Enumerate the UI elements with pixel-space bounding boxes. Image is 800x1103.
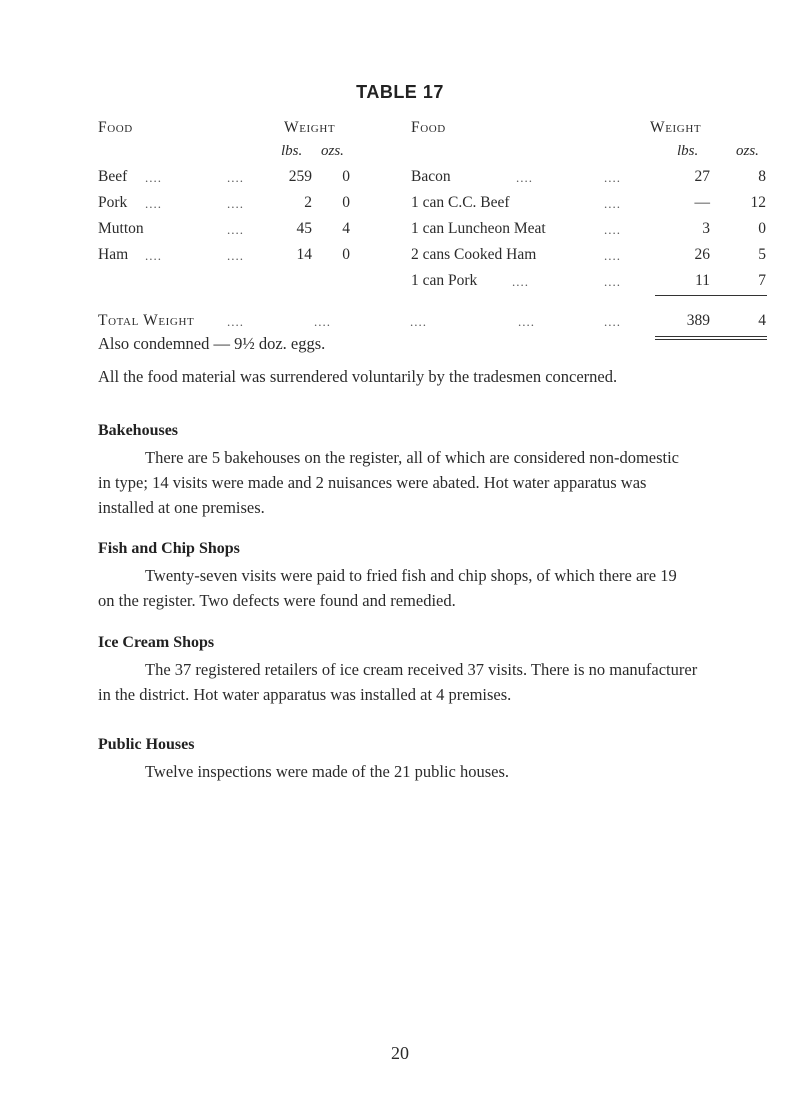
left-food: Pork bbox=[98, 194, 128, 211]
leader-dots: .... bbox=[227, 222, 244, 237]
condemned-note: Also condemned — 9½ doz. eggs. bbox=[98, 334, 326, 353]
header-food-left: Food bbox=[98, 119, 133, 136]
section-heading-fish-chip-shops: Fish and Chip Shops bbox=[98, 540, 240, 557]
right-ozs: 5 bbox=[758, 246, 766, 263]
left-food: Mutton bbox=[98, 220, 144, 237]
total-bottom-rule bbox=[655, 336, 767, 337]
section-heading-bakehouses: Bakehouses bbox=[98, 422, 179, 439]
right-food: 2 cans Cooked Ham bbox=[411, 246, 537, 263]
right-lbs: 11 bbox=[695, 272, 710, 289]
paragraph-line: The 37 registered retailers of ice cream received 37 visits. There is no manufacturer bbox=[145, 660, 698, 679]
left-ozs: 0 bbox=[342, 194, 350, 211]
left-food: Ham bbox=[98, 246, 129, 263]
leader-dots: .... bbox=[604, 248, 621, 263]
left-ozs: 4 bbox=[342, 220, 350, 237]
right-lbs: 3 bbox=[702, 220, 710, 237]
leader-dots: .... bbox=[227, 170, 244, 185]
total-ozs: 4 bbox=[758, 312, 766, 329]
leader-dots: .... bbox=[518, 314, 535, 329]
leader-dots: .... bbox=[145, 196, 162, 211]
right-lbs: 27 bbox=[694, 168, 710, 185]
paragraph-line: Twelve inspections were made of the 21 public houses. bbox=[145, 762, 510, 781]
header-weight-right: Weight bbox=[650, 119, 702, 136]
leader-dots: .... bbox=[516, 170, 533, 185]
leader-dots: .... bbox=[512, 274, 529, 289]
right-food: 1 can Luncheon Meat bbox=[411, 220, 546, 237]
section-heading-public-houses: Public Houses bbox=[98, 736, 195, 753]
total-lbs: 389 bbox=[686, 312, 710, 329]
right-food: 1 can C.C. Beef bbox=[411, 194, 510, 211]
right-food: Bacon bbox=[411, 168, 451, 185]
leader-dots: .... bbox=[604, 314, 621, 329]
leader-dots: .... bbox=[604, 196, 621, 211]
unit-ozs-left: ozs. bbox=[321, 143, 344, 159]
total-label: Total Weight bbox=[98, 312, 195, 329]
paragraph-line: Twenty-seven visits were paid to fried fish and chip shops, of which there are 19 bbox=[145, 566, 677, 585]
leader-dots: .... bbox=[604, 170, 621, 185]
header-food-right: Food bbox=[411, 119, 446, 136]
table-title: TABLE 17 bbox=[356, 82, 444, 102]
total-bottom-rule bbox=[655, 339, 767, 340]
paragraph-line: There are 5 bakehouses on the register, all of which are considered non-domestic bbox=[145, 448, 680, 467]
paragraph-line: on the register. Two defects were found and remedied. bbox=[98, 591, 456, 610]
right-ozs: 12 bbox=[750, 194, 766, 211]
section-heading-ice-cream-shops: Ice Cream Shops bbox=[98, 634, 215, 651]
paragraph-line: in type; 14 visits were made and 2 nuisances were abated. Hot water apparatus was bbox=[98, 473, 647, 492]
leader-dots: .... bbox=[227, 314, 244, 329]
page-number: 20 bbox=[391, 1043, 409, 1063]
leader-dots: .... bbox=[314, 314, 331, 329]
left-food: Beef bbox=[98, 168, 128, 185]
right-ozs: 7 bbox=[758, 272, 766, 289]
left-lbs: 45 bbox=[296, 220, 312, 237]
right-lbs: 26 bbox=[694, 246, 710, 263]
paragraph-line: installed at one premises. bbox=[98, 498, 265, 517]
leader-dots: .... bbox=[227, 248, 244, 263]
right-food: 1 can Pork bbox=[411, 272, 478, 289]
left-ozs: 0 bbox=[342, 168, 350, 185]
leader-dots: .... bbox=[145, 170, 162, 185]
leader-dots: .... bbox=[410, 314, 427, 329]
leader-dots: .... bbox=[604, 274, 621, 289]
unit-ozs-right: ozs. bbox=[736, 143, 759, 159]
left-lbs: 14 bbox=[296, 246, 312, 263]
left-lbs: 2 bbox=[304, 194, 312, 211]
leader-dots: .... bbox=[604, 222, 621, 237]
unit-lbs-right: lbs. bbox=[677, 143, 699, 159]
right-ozs: 0 bbox=[758, 220, 766, 237]
leader-dots: .... bbox=[145, 248, 162, 263]
header-weight-left: Weight bbox=[284, 119, 336, 136]
unit-lbs-left: lbs. bbox=[281, 143, 303, 159]
total-top-rule bbox=[655, 295, 767, 296]
surrendered-note: All the food material was surrendered voluntarily by the tradesmen concerned. bbox=[98, 367, 618, 386]
left-lbs: 259 bbox=[288, 168, 312, 185]
right-lbs: — bbox=[694, 194, 710, 211]
right-ozs: 8 bbox=[758, 168, 766, 185]
leader-dots: .... bbox=[227, 196, 244, 211]
paragraph-line: in the district. Hot water apparatus was installed at 4 premises. bbox=[98, 685, 512, 704]
left-ozs: 0 bbox=[342, 246, 350, 263]
